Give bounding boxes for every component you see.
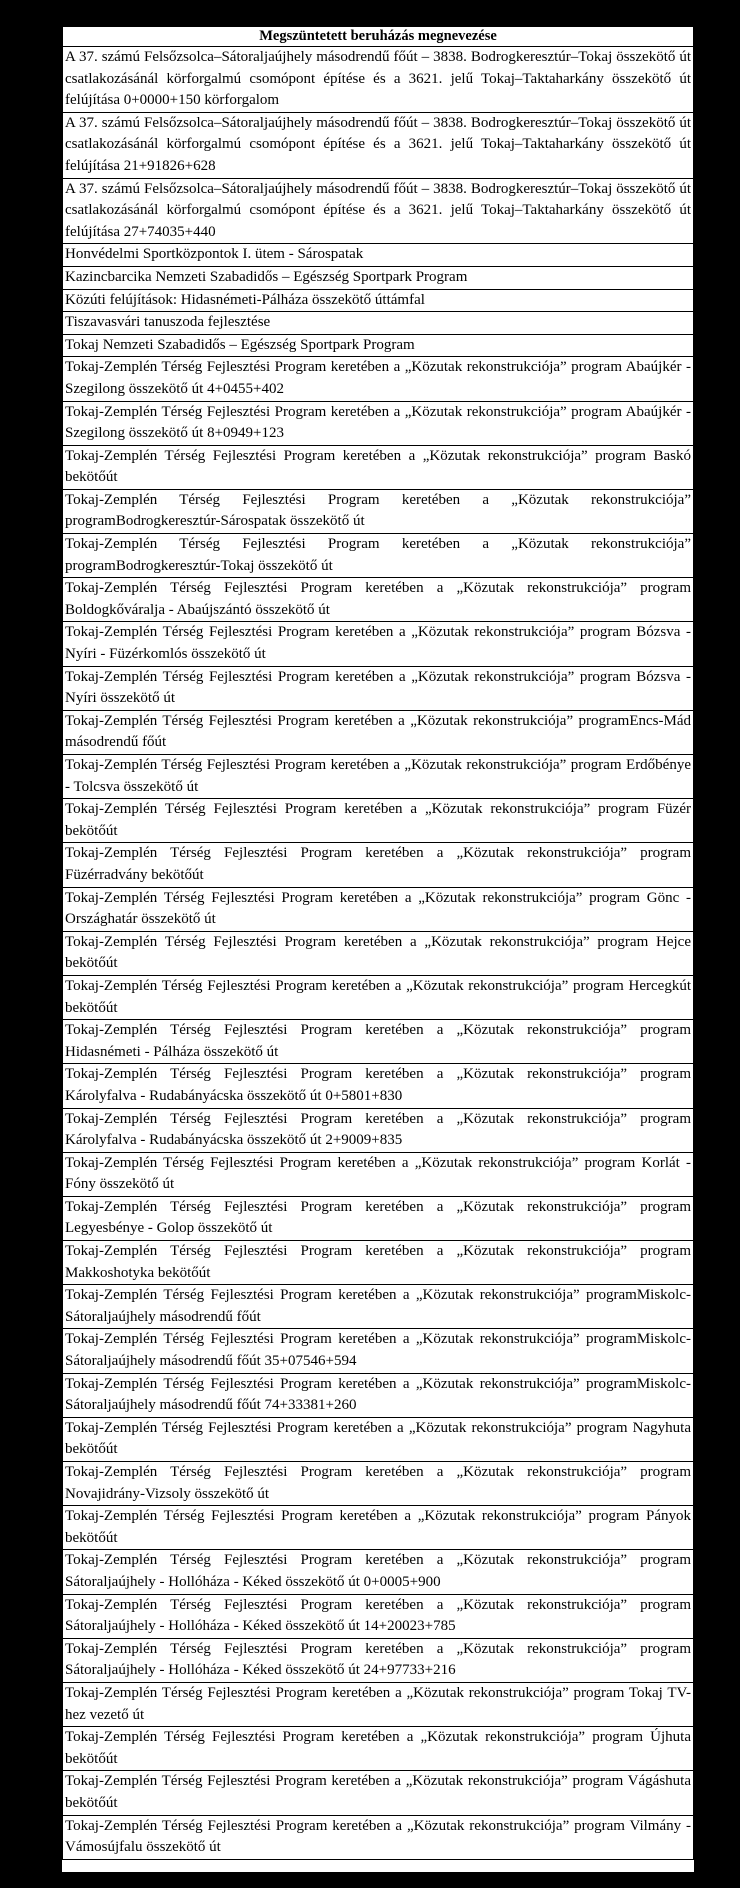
table-header-cell: Megszüntetett beruházás megnevezése <box>63 27 694 47</box>
table-row <box>63 401 694 445</box>
table-cell: Tokaj-Zemplén Térség Fejlesztési Program keretében a „Közutak rekonstrukciója” program Nagyhuta bekötőút <box>63 1417 694 1461</box>
table-row <box>63 710 694 754</box>
table-cell: Tokaj-Zemplén Térség Fejlesztési Program keretében a „Közutak rekonstrukciója” program Makkoshotyka bekötőút <box>63 1241 694 1285</box>
table-cell: Tokaj-Zemplén Térség Fejlesztési Program keretében a „Közutak rekonstrukciója” program Károlyfalva - Rudabányácska összekötő út 2+9009+835 <box>63 1108 694 1152</box>
table-row <box>63 1417 694 1461</box>
table-row <box>63 1152 694 1196</box>
table-cell: Tokaj Nemzeti Szabadidős – Egészség Sportpark Program <box>63 334 694 357</box>
table-cell: Tokaj-Zemplén Térség Fejlesztési Program keretében a „Közutak rekonstrukciója” program Hejce bekötőút <box>63 931 694 975</box>
table-row <box>63 1196 694 1240</box>
table-cell: Tokaj-Zemplén Térség Fejlesztési Program keretében a „Közutak rekonstrukciója” program Baskó bekötőút <box>63 445 694 489</box>
table-cell: Tokaj-Zemplén Térség Fejlesztési Program keretében a „Közutak rekonstrukciója” program Bózsva - Nyíri - Füzérkomlós összekötő út <box>63 622 694 666</box>
table-cell: Tokaj-Zemplén Térség Fejlesztési Program keretében a „Közutak rekonstrukciója” programBodrogkeresztúr-Tokaj összekötő út <box>63 534 694 578</box>
table-cell: Tokaj-Zemplén Térség Fejlesztési Program keretében a „Közutak rekonstrukciója” program Pányok bekötőút <box>63 1506 694 1550</box>
table-cell: Tokaj-Zemplén Térség Fejlesztési Program keretében a „Közutak rekonstrukciója” program Korlát - Fóny összekötő út <box>63 1152 694 1196</box>
table-cell: Tokaj-Zemplén Térség Fejlesztési Program keretében a „Közutak rekonstrukciója” program Károlyfalva - Rudabányácska összekötő út 0+5801+830 <box>63 1064 694 1108</box>
table-cell: Tokaj-Zemplén Térség Fejlesztési Program keretében a „Közutak rekonstrukciója” program Sátoraljaújhely - Hollóháza - Kéked összekötő út 14+20023+785 <box>63 1594 694 1638</box>
table-row <box>63 534 694 578</box>
table-row <box>63 1815 694 1859</box>
table-body <box>63 47 694 1860</box>
table-cell: Tokaj-Zemplén Térség Fejlesztési Program keretében a „Közutak rekonstrukciója” program Abaújkér - Szegilong összekötő út 4+0455+402 <box>63 357 694 401</box>
table-row <box>63 1020 694 1064</box>
table-row <box>63 1638 694 1682</box>
table-row <box>63 755 694 799</box>
table-row <box>63 1285 694 1329</box>
table-cell: Tokaj-Zemplén Térség Fejlesztési Program keretében a „Közutak rekonstrukciója” programEncs-Mád másodrendű főút <box>63 710 694 754</box>
table-row <box>63 489 694 533</box>
table-cell: Tokaj-Zemplén Térség Fejlesztési Program keretében a „Közutak rekonstrukciója” programBodrogkeresztúr-Sárospatak összekötő út <box>63 489 694 533</box>
table-row <box>63 334 694 357</box>
table-cell: Tokaj-Zemplén Térség Fejlesztési Program keretében a „Közutak rekonstrukciója” program Vilmány - Vámosújfalu összekötő út <box>63 1815 694 1859</box>
table-row <box>63 357 694 401</box>
table-row <box>63 578 694 622</box>
table-cell: Tiszavasvári tanuszoda fejlesztése <box>63 312 694 335</box>
table-cell: Tokaj-Zemplén Térség Fejlesztési Program keretében a „Közutak rekonstrukciója” program Hidasnémeti - Pálháza összekötő út <box>63 1020 694 1064</box>
table-row <box>63 178 694 244</box>
table-cell: A 37. számú Felsőzsolca–Sátoraljaújhely másodrendű főút – 3838. Bodrogkeresztúr–Tokaj összekötő út csatlakozásánál körforgalmú csomópont építése és a 3621. jelű Tokaj–Taktaharkány összekötő út felújítása 0+0000+150 körforgalom <box>63 47 694 113</box>
table-cell: Tokaj-Zemplén Térség Fejlesztési Program keretében a „Közutak rekonstrukciója” programMiskolc-Sátoraljaújhely másodrendű főút 35+07546+594 <box>63 1329 694 1373</box>
table-cell: Tokaj-Zemplén Térség Fejlesztési Program keretében a „Közutak rekonstrukciója” programMiskolc-Sátoraljaújhely másodrendű főút 74+33381+260 <box>63 1373 694 1417</box>
table-row <box>63 1594 694 1638</box>
table-cell: Tokaj-Zemplén Térség Fejlesztési Program keretében a „Közutak rekonstrukciója” programMiskolc-Sátoraljaújhely másodrendű főút <box>63 1285 694 1329</box>
table-row <box>63 975 694 1019</box>
table-header-row <box>63 27 694 47</box>
table-row <box>63 47 694 113</box>
table-cell: Tokaj-Zemplén Térség Fejlesztési Program keretében a „Közutak rekonstrukciója” program Sátoraljaújhely - Hollóháza - Kéked összekötő út 0+0005+900 <box>63 1550 694 1594</box>
table-cell: Tokaj-Zemplén Térség Fejlesztési Program keretében a „Közutak rekonstrukciója” program Bózsva - Nyíri összekötő út <box>63 666 694 710</box>
table-row <box>63 289 694 312</box>
table-cell: Tokaj-Zemplén Térség Fejlesztési Program keretében a „Közutak rekonstrukciója” program Erdőbénye - Tolcsva összekötő út <box>63 755 694 799</box>
table-row <box>63 799 694 843</box>
table-cell: Tokaj-Zemplén Térség Fejlesztési Program keretében a „Közutak rekonstrukciója” program Hercegkút bekötőút <box>63 975 694 1019</box>
table-row <box>63 1373 694 1417</box>
table-cell: Tokaj-Zemplén Térség Fejlesztési Program keretében a „Közutak rekonstrukciója” program Gönc - Országhatár összekötő út <box>63 887 694 931</box>
table-row <box>63 1462 694 1506</box>
table-cell: Tokaj-Zemplén Térség Fejlesztési Program keretében a „Közutak rekonstrukciója” program Sátoraljaújhely - Hollóháza - Kéked összekötő út 24+97733+216 <box>63 1638 694 1682</box>
table-row <box>63 1550 694 1594</box>
table-cell: Tokaj-Zemplén Térség Fejlesztési Program keretében a „Közutak rekonstrukciója” program Füzérradvány bekötőút <box>63 843 694 887</box>
table-row <box>63 1064 694 1108</box>
table-row <box>63 1771 694 1815</box>
table-cell: Tokaj-Zemplén Térség Fejlesztési Program keretében a „Közutak rekonstrukciója” program Abaújkér - Szegilong összekötő út 8+0949+123 <box>63 401 694 445</box>
table-row <box>63 1108 694 1152</box>
table-cell: Kazincbarcika Nemzeti Szabadidős – Egészség Sportpark Program <box>63 266 694 289</box>
table-cell: Tokaj-Zemplén Térség Fejlesztési Program keretében a „Közutak rekonstrukciója” program Legyesbénye - Golop összekötő út <box>63 1196 694 1240</box>
table-row <box>63 1329 694 1373</box>
table-cell: Honvédelmi Sportközpontok I. ütem - Sárospatak <box>63 244 694 267</box>
table-row <box>63 1506 694 1550</box>
table-row <box>63 312 694 335</box>
table-cell: Tokaj-Zemplén Térség Fejlesztési Program keretében a „Közutak rekonstrukciója” program Tokaj TV-hez vezető út <box>63 1682 694 1726</box>
table-row <box>63 112 694 178</box>
table-row <box>63 843 694 887</box>
table-cell: Tokaj-Zemplén Térség Fejlesztési Program keretében a „Közutak rekonstrukciója” program Vágáshuta bekötőút <box>63 1771 694 1815</box>
table-cell: Tokaj-Zemplén Térség Fejlesztési Program keretében a „Közutak rekonstrukciója” program Füzér bekötőút <box>63 799 694 843</box>
table-cell: A 37. számú Felsőzsolca–Sátoraljaújhely másodrendű főút – 3838. Bodrogkeresztúr–Tokaj összekötő út csatlakozásánál körforgalmú csomópont építése és a 3621. jelű Tokaj–Taktaharkány összekötő út felújítása 21+91826+628 <box>63 112 694 178</box>
table-cell: Tokaj-Zemplén Térség Fejlesztési Program keretében a „Közutak rekonstrukciója” program Újhuta bekötőút <box>63 1727 694 1771</box>
table-row <box>63 666 694 710</box>
table-row <box>63 931 694 975</box>
table-row <box>63 622 694 666</box>
table-row <box>63 887 694 931</box>
document-page <box>62 26 694 1872</box>
table-row <box>63 1682 694 1726</box>
table-cell: Tokaj-Zemplén Térség Fejlesztési Program keretében a „Közutak rekonstrukciója” program Boldogkőváralja - Abaújszántó összekötő út <box>63 578 694 622</box>
table-cell: A 37. számú Felsőzsolca–Sátoraljaújhely másodrendű főút – 3838. Bodrogkeresztúr–Tokaj összekötő út csatlakozásánál körforgalmú csomópont építése és a 3621. jelű Tokaj–Taktaharkány összekötő út felújítása 27+74035+440 <box>63 178 694 244</box>
table-cell: Közúti felújítások: Hidasnémeti-Pálháza összekötő úttámfal <box>63 289 694 312</box>
table-row <box>63 1241 694 1285</box>
table-row <box>63 1727 694 1771</box>
table-cell: Tokaj-Zemplén Térség Fejlesztési Program keretében a „Közutak rekonstrukciója” program Novajidrány-Vizsoly összekötő út <box>63 1462 694 1506</box>
table-row <box>63 244 694 267</box>
table-row <box>63 266 694 289</box>
cancelled-investments-table <box>62 26 694 1860</box>
table-row <box>63 445 694 489</box>
